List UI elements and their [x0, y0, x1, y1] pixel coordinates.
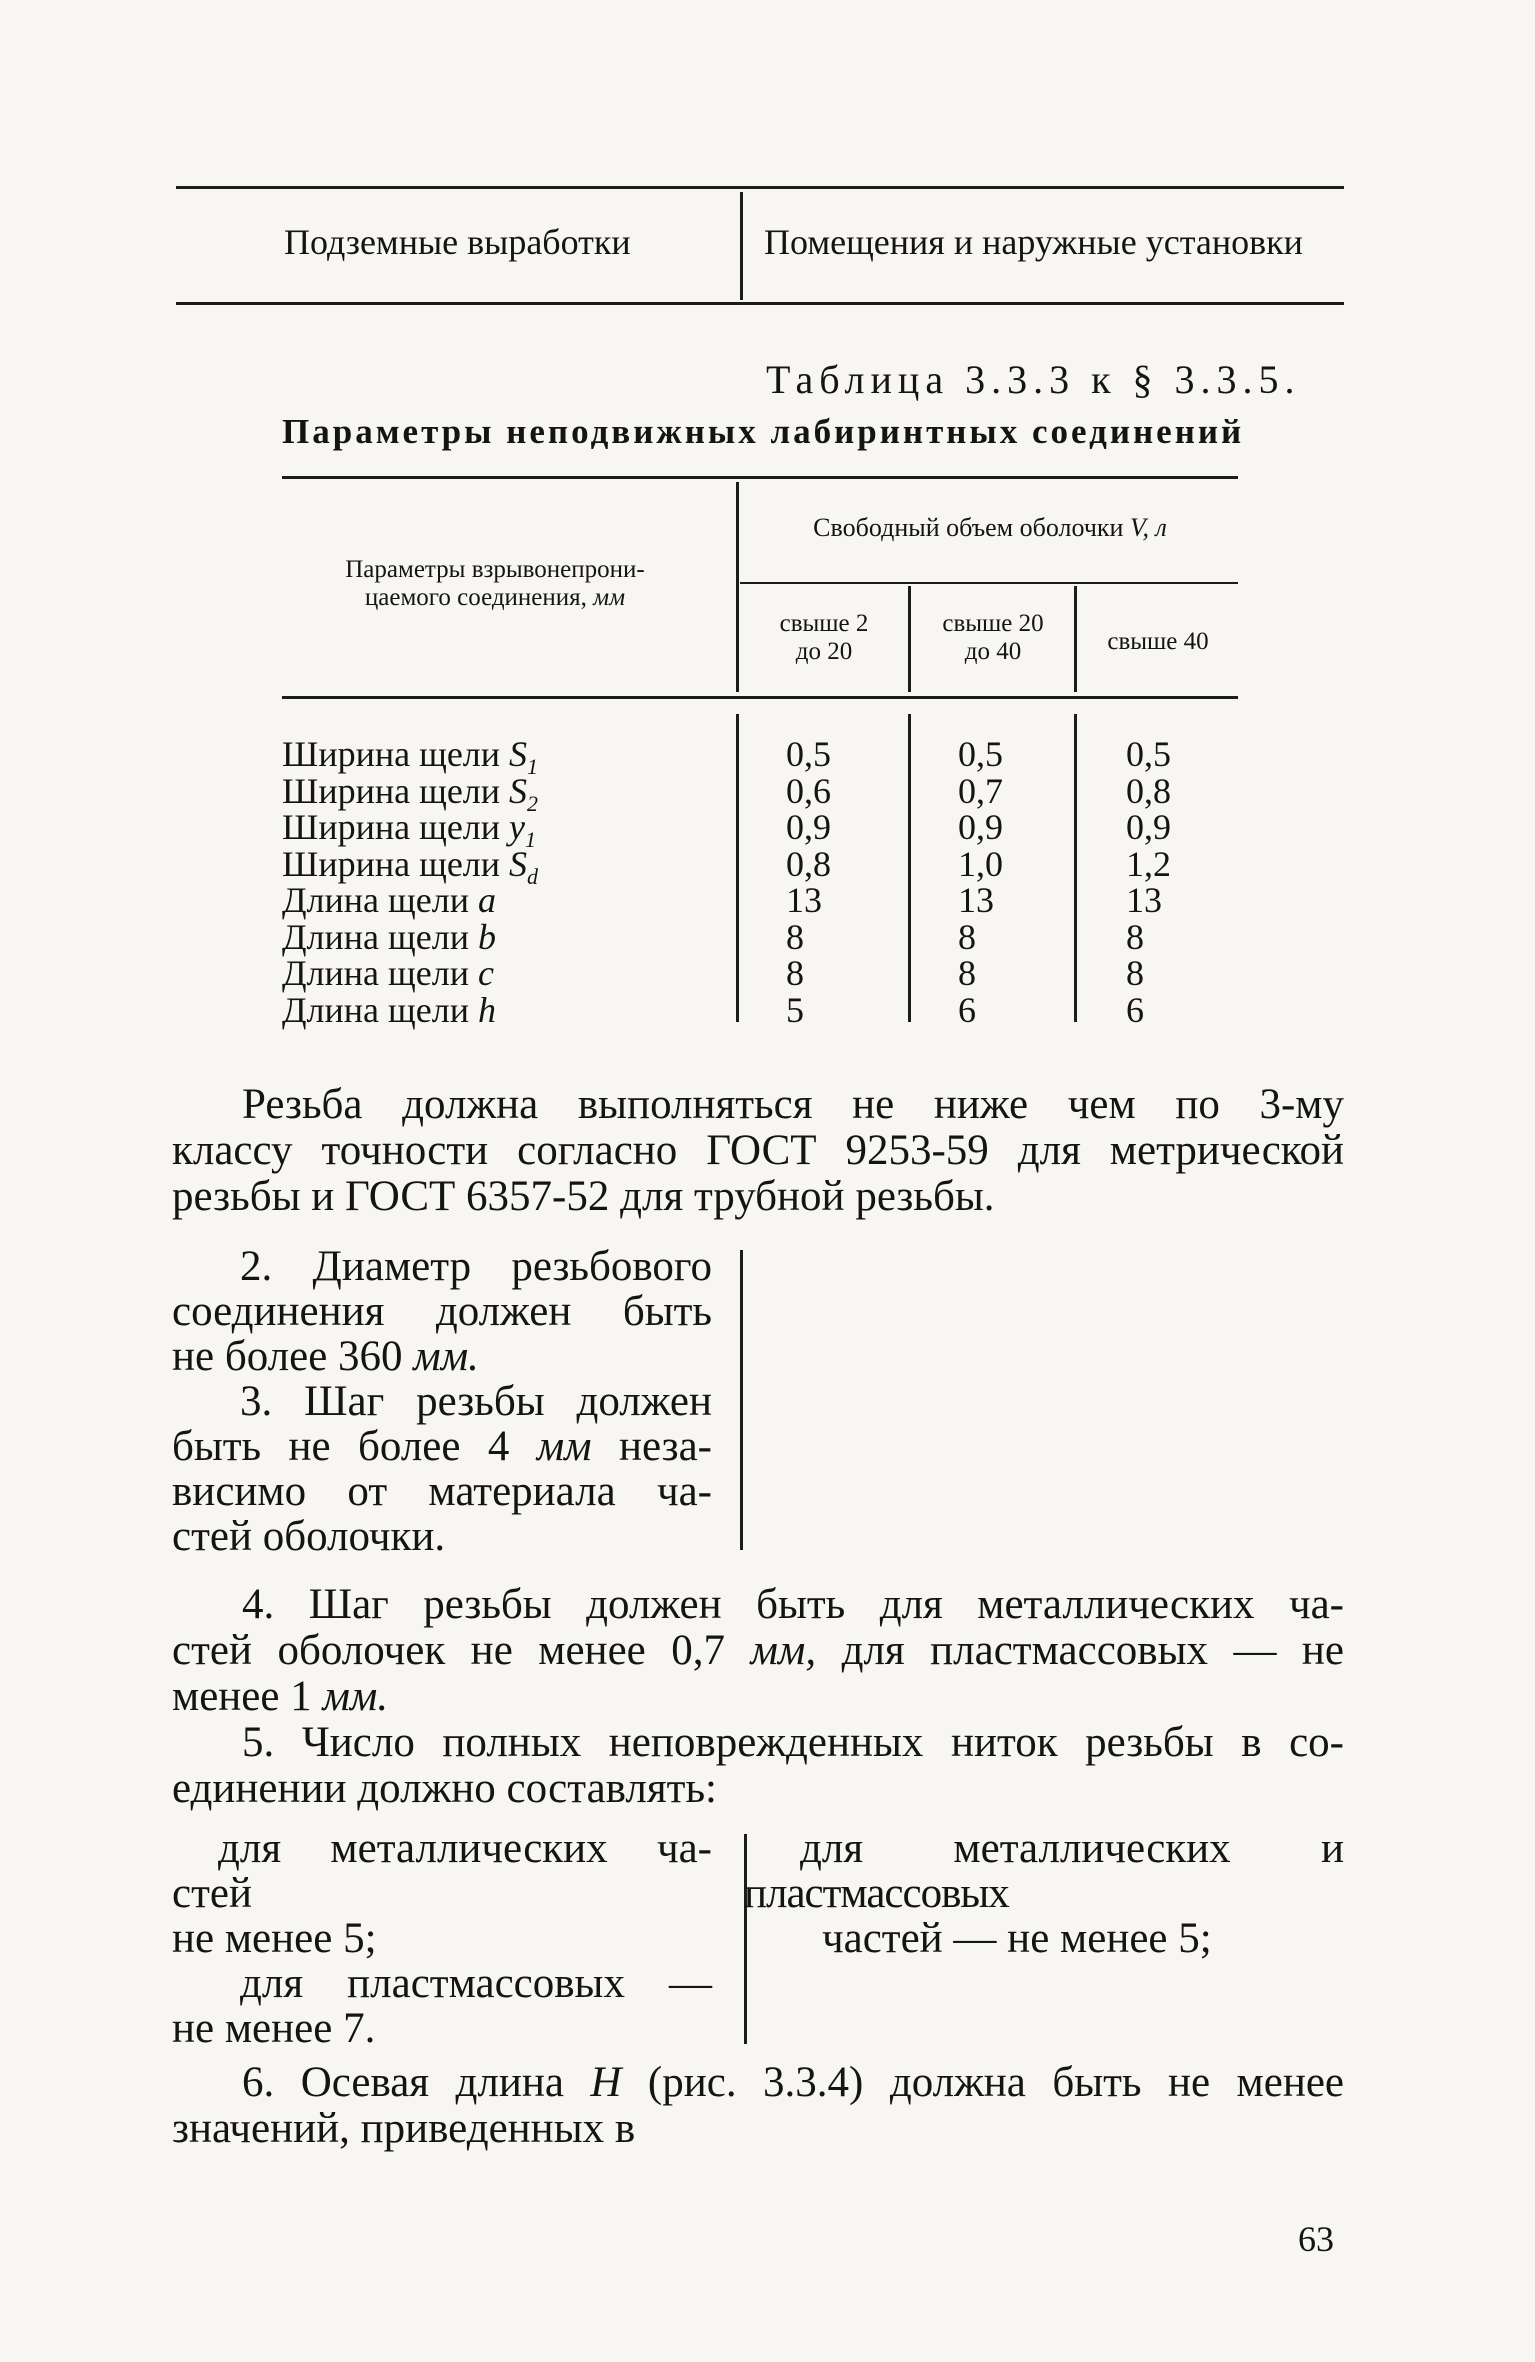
table-divider-params	[736, 482, 739, 692]
row-label: Длина щели c	[282, 953, 494, 993]
table-cell: 0,8	[1126, 770, 1171, 811]
top-rule	[176, 186, 1344, 189]
para-thread-pitch: 4. Шаг резьбы должен быть для металлических ча- стей оболочек не менее 0,7 мм, для пластмассовых — не менее 1 мм.	[172, 1581, 1345, 1720]
table-caption: Таблица 3.3.3 к § 3.3.5.	[766, 357, 1301, 402]
table-cell: 0,5	[958, 734, 1003, 774]
table-cell: 6	[958, 989, 976, 1030]
row-label: Ширина щели $S_d$	[282, 843, 539, 889]
param-header: Параметры взрывонепрони- цаемого соединения, мм	[345, 556, 645, 611]
table-cell: 0,9	[958, 807, 1003, 847]
table-cell: 0,9	[786, 807, 831, 847]
body-divider-col3	[1074, 714, 1077, 1022]
clause-2-3: 2. Диаметр резьбового соединения должен быть не более 360 мм. 3. Шаг резьбы должен быть не более 4 мм неза- висимо от материала ча- стей оболочки.	[172, 1243, 712, 1560]
thread-count-premises: для металлических и пластмассовых частей — не менее 5;	[744, 1825, 1344, 1962]
body-divider-params	[736, 714, 739, 1022]
body-divider-col2	[908, 714, 911, 1022]
para-axial-length: 6. Осевая длина H (рис. 3.3.4) должна быть не менее значений, приведенных в	[172, 2059, 1344, 2152]
header-bottom-rule	[176, 302, 1344, 305]
table-cell: 8	[1126, 953, 1144, 993]
row-label: Длина щели a	[282, 880, 496, 920]
para-thread-class: Резьба должна выполняться не ниже чем по 3-му классу точности согласно ГОСТ 9253-59 для метрической резьбы и ГОСТ 6357-52 для трубной резьбы.	[172, 1081, 1344, 1220]
header-premises: Помещения и наружные установки	[764, 222, 1303, 262]
col-header-20-40: свыше 20 до 40	[942, 610, 1044, 665]
table-cell: 8	[786, 953, 804, 993]
header-underground: Подземные выработки	[284, 222, 631, 262]
table-cell: 8	[958, 916, 976, 957]
volume-header: Свободный объем оболочки V, л	[813, 513, 1167, 542]
col-header-2-20: свыше 2 до 20	[779, 610, 869, 665]
row-label: Ширина щели $S_2$	[282, 770, 539, 816]
thread-count-underground: для металлических ча- стей не менее 5; для пластмассовых — не менее 7.	[172, 1825, 712, 2052]
table-cell: 8	[958, 953, 976, 993]
row-label: Ширина щели $S_1$	[282, 734, 539, 780]
table-cell: 0,7	[958, 770, 1003, 811]
row-label: Длина щели h	[282, 989, 496, 1030]
table-cell: 0,6	[786, 770, 831, 811]
table-cell: 8	[786, 916, 804, 957]
table-cell: 5	[786, 989, 804, 1030]
page-number: 63	[1298, 2219, 1334, 2259]
table-cell: 0,5	[786, 734, 831, 774]
row-label: Длина щели b	[282, 916, 496, 957]
table-cell: 0,8	[786, 843, 831, 884]
table-cell: 1,2	[1126, 843, 1171, 884]
table-cell: 13	[786, 880, 822, 920]
row-label: Ширина щели $y_1$	[282, 807, 537, 853]
table-divider-col3	[1074, 586, 1077, 692]
table-subheader-rule	[740, 582, 1238, 584]
table-title: Параметры неподвижных лабиринтных соединений	[282, 412, 1245, 451]
table-cell: 13	[958, 880, 994, 920]
table-top-rule	[282, 476, 1238, 479]
table-cell: 0,9	[1126, 807, 1171, 847]
table-cell: 13	[1126, 880, 1162, 920]
col-header-40: свыше 40	[1107, 628, 1209, 655]
table-cell: 1,0	[958, 843, 1003, 884]
para-thread-count: 5. Число полных неповрежденных ниток резьбы в со- единении должно составлять:	[172, 1719, 1344, 1812]
table-cell: 0,5	[1126, 734, 1171, 774]
table-cell: 8	[1126, 916, 1144, 957]
table-divider-col2	[908, 586, 911, 692]
clause-block1-divider	[740, 1250, 743, 1550]
table-header-bottom-rule	[282, 696, 1238, 699]
header-divider	[740, 192, 743, 300]
table-cell: 6	[1126, 989, 1144, 1030]
